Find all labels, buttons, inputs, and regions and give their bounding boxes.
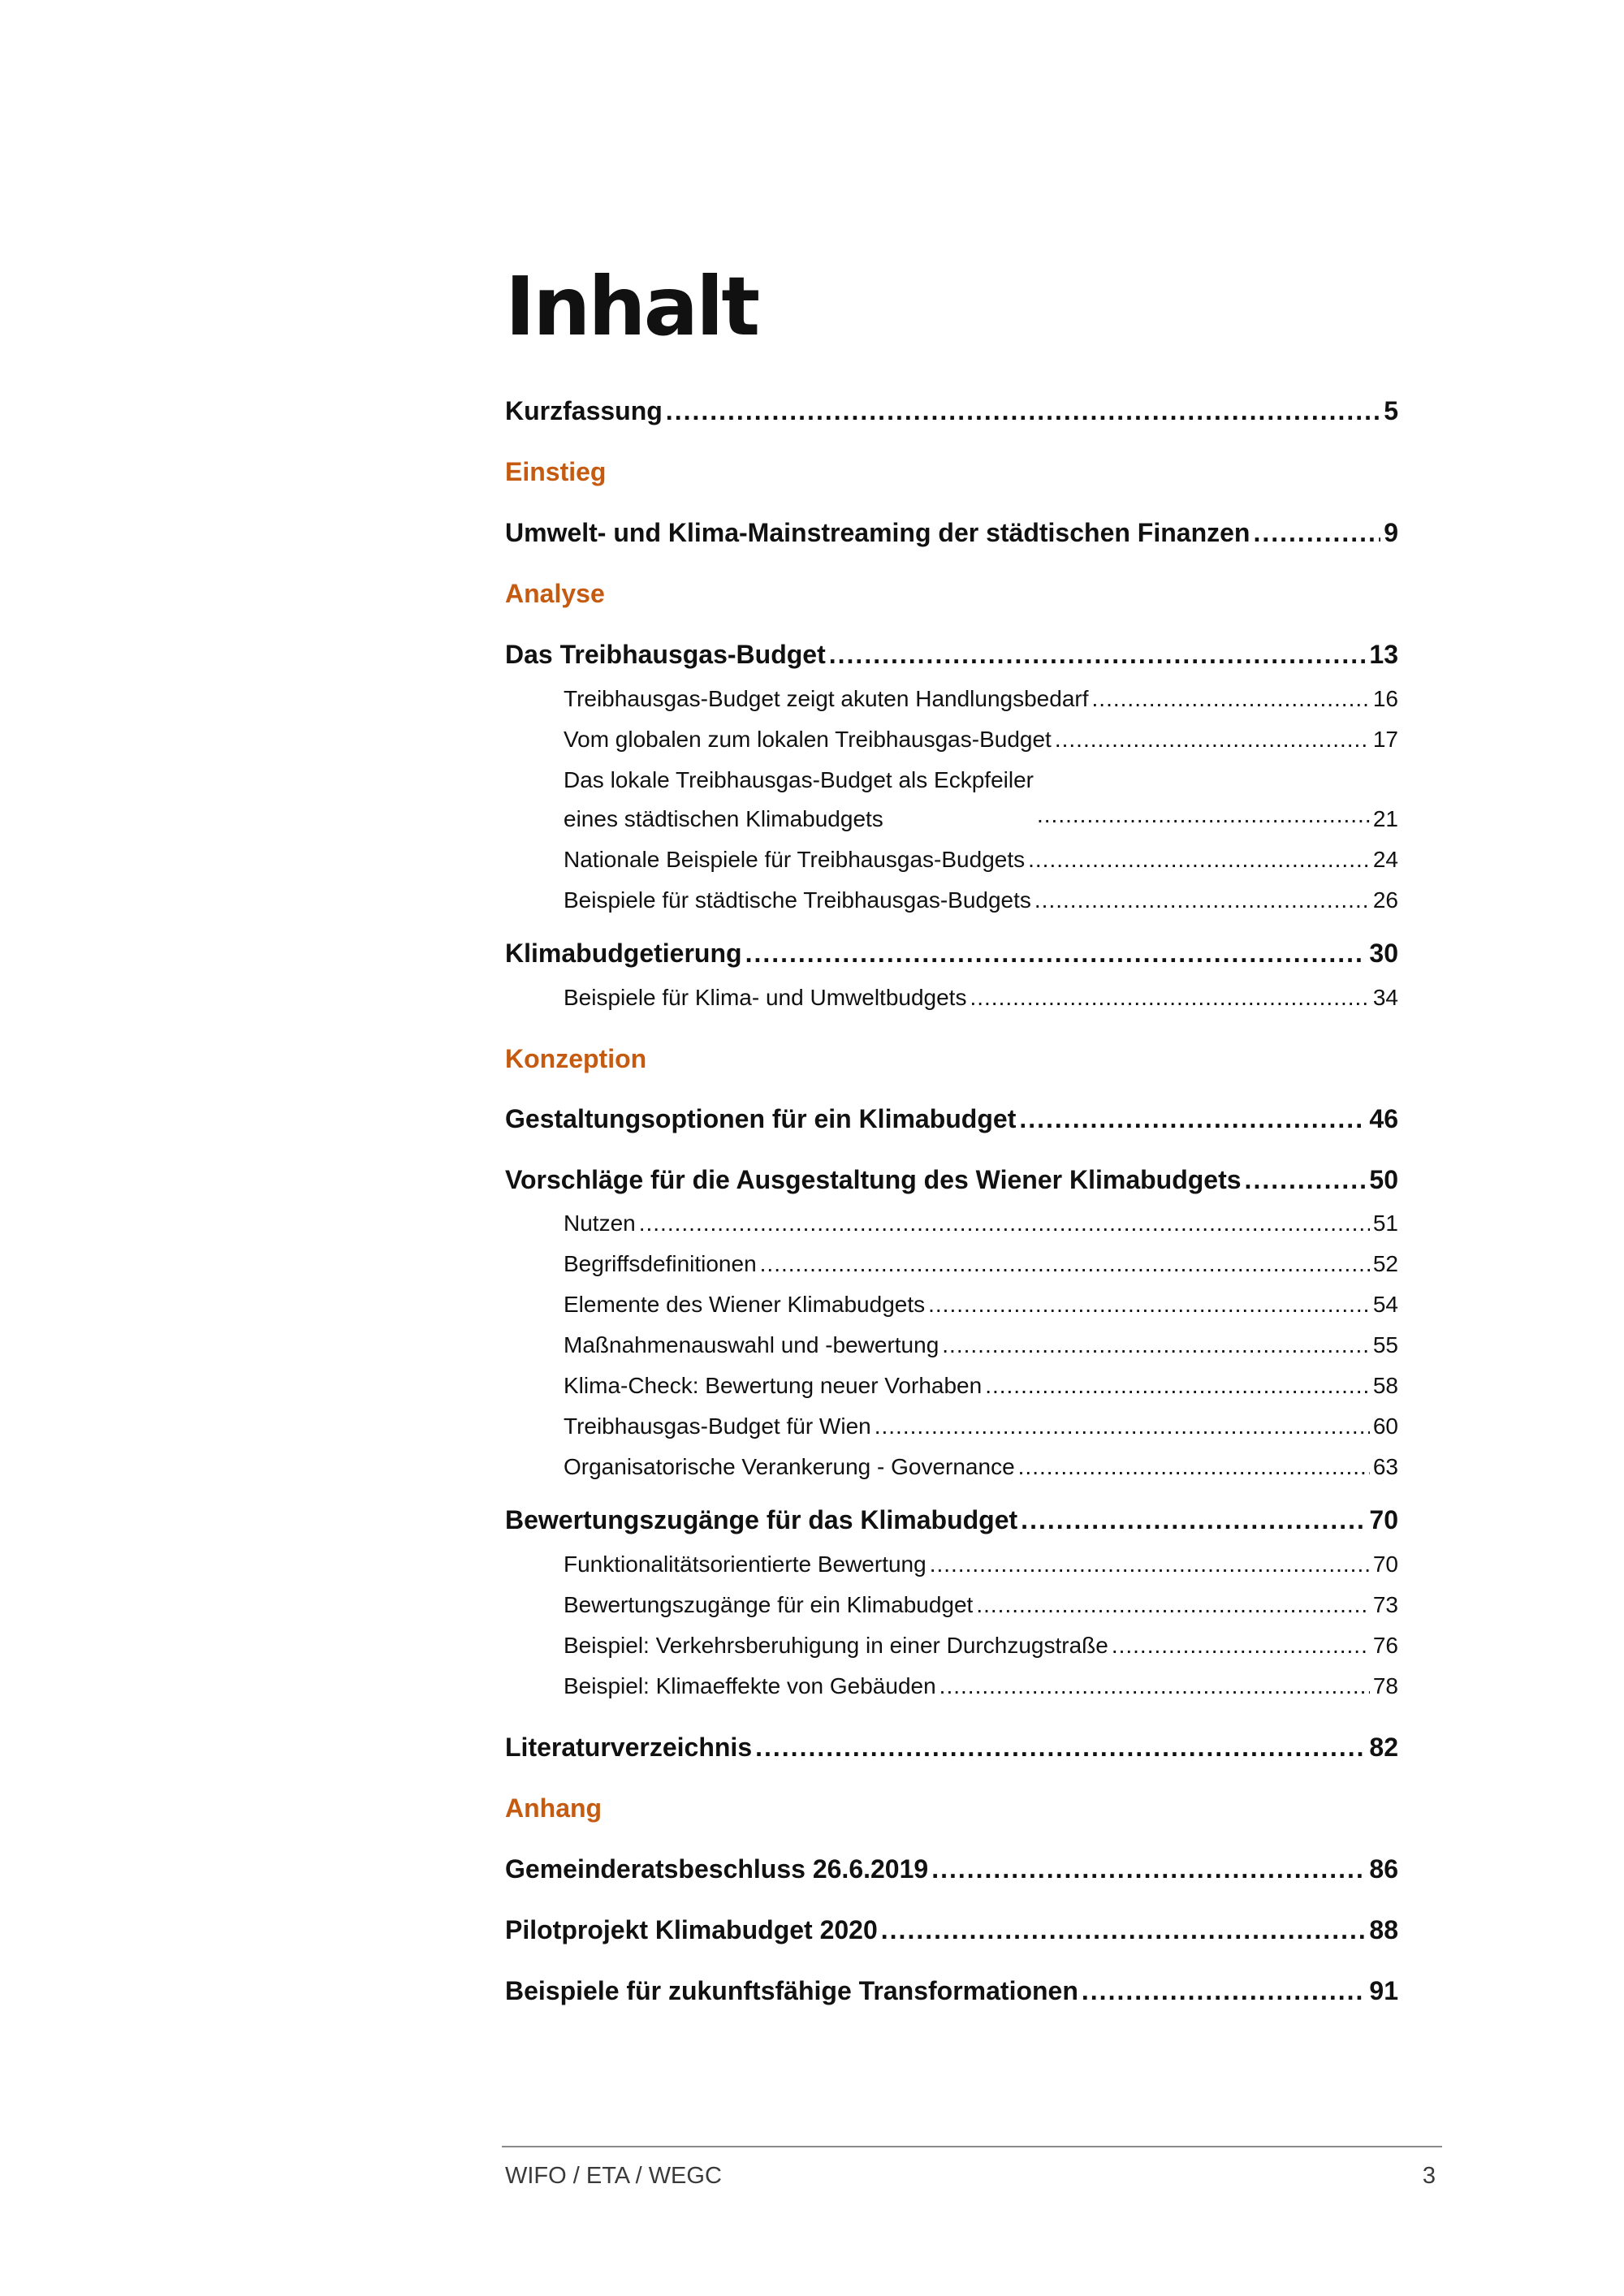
toc-leader-dots [928, 1288, 1370, 1321]
toc-leader-dots [1112, 1629, 1370, 1662]
page-title: Inhalt [505, 259, 758, 354]
toc-entry-label: Elemente des Wiener Klimabudgets [564, 1292, 926, 1317]
toc-page-number: 63 [1372, 1454, 1398, 1479]
toc-entry-literaturverzeichnis[interactable] [505, 1731, 1398, 1763]
toc-entry-label [564, 761, 1034, 839]
toc-leader-dots [1245, 1163, 1367, 1196]
toc-leader-dots [881, 1914, 1367, 1946]
toc-leader-dots [985, 1370, 1370, 1402]
toc-page-number: 70 [1369, 1505, 1398, 1534]
toc-leader-dots [639, 1207, 1370, 1240]
toc-leader-dots [829, 638, 1367, 671]
toc-entry-label: Klima-Check: Bewertung neuer Vorhaben [564, 1373, 983, 1398]
toc-entry-label: Literaturverzeichnis [505, 1733, 753, 1762]
toc-leader-dots [976, 1589, 1370, 1621]
toc-page-number: 88 [1369, 1915, 1398, 1944]
toc-page-number: 52 [1372, 1251, 1398, 1276]
toc-leader-dots [930, 1548, 1370, 1581]
toc-entry-label: Pilotprojekt Klimabudget 2020 [505, 1915, 878, 1944]
toc-page-number: 34 [1372, 985, 1398, 1010]
toc-subentry[interactable] [564, 1548, 1398, 1581]
toc-section-anhang: Anhang [505, 1793, 603, 1823]
toc-leader-dots [1021, 1504, 1366, 1536]
toc-entry-label: Bewertungszugänge für ein Klimabudget [564, 1592, 974, 1617]
toc-leader-dots [1037, 799, 1370, 831]
toc-entry-label: Treibhausgas-Budget zeigt akuten Handlungsbedarf [564, 686, 1089, 711]
toc-leader-dots [745, 937, 1367, 969]
toc-page-number: 73 [1372, 1592, 1398, 1617]
toc-entry-label: Gemeinderatsbeschluss 26.6.2019 [505, 1854, 929, 1884]
toc-entry-gestaltungsoptionen[interactable] [505, 1103, 1398, 1135]
toc-subentry[interactable] [564, 1629, 1398, 1662]
toc-page-number: 76 [1372, 1633, 1398, 1658]
toc-entry-label: Treibhausgas-Budget für Wien [564, 1413, 871, 1439]
toc-page-number: 17 [1372, 727, 1398, 752]
toc-leader-dots [942, 1329, 1370, 1362]
toc-entry-label: Umwelt- und Klima-Mainstreaming der städtischen Finanzen [505, 518, 1250, 547]
toc-subentry[interactable] [564, 761, 1398, 839]
toc-subentry[interactable] [564, 1451, 1398, 1483]
toc-subentry[interactable] [564, 683, 1398, 715]
toc-page-number: 30 [1369, 939, 1398, 968]
toc-section-analyse: Analyse [505, 579, 605, 608]
toc-leader-dots [1019, 1103, 1366, 1135]
toc-subentry[interactable] [564, 844, 1398, 876]
toc-entry-transformationen[interactable] [505, 1974, 1398, 2007]
toc-page-number: 54 [1372, 1292, 1398, 1317]
footer-page-number: 3 [1422, 2163, 1436, 2189]
toc-leader-dots [1092, 683, 1370, 715]
toc-entry-label: Klimabudgetierung [505, 939, 742, 968]
toc-entry-label: Vorschläge für die Ausgestaltung des Wiener Klimabudgets [505, 1165, 1242, 1194]
toc-page-number: 60 [1372, 1413, 1398, 1439]
toc-page-number: 13 [1369, 640, 1398, 669]
toc-section-konzeption: Konzeption [505, 1044, 647, 1073]
toc-entry-label: Nationale Beispiele für Treibhausgas-Budgets [564, 847, 1026, 872]
toc-subentry[interactable] [564, 1410, 1398, 1443]
toc-section-einstieg: Einstieg [505, 457, 607, 486]
toc-leader-dots [939, 1670, 1370, 1703]
toc-entry-label: Maßnahmenauswahl und -bewertung [564, 1332, 939, 1357]
toc-entry-label: Beispiele für Klima- und Umweltbudgets [564, 985, 967, 1010]
toc-entry-label: Bewertungszugänge für das Klimabudget [505, 1505, 1018, 1534]
toc-page-number: 24 [1372, 847, 1398, 872]
toc-leader-dots [1028, 844, 1370, 876]
toc-entry-label: Nutzen [564, 1211, 636, 1236]
toc-leader-dots [666, 395, 1380, 427]
footer-publisher: WIFO / ETA / WEGC [505, 2163, 722, 2189]
toc-leader-dots [1055, 723, 1370, 756]
toc-leader-dots [875, 1410, 1370, 1443]
toc-entry-label: Beispiel: Klimaeffekte von Gebäuden [564, 1673, 936, 1698]
toc-entry-label: Funktionalitätsorientierte Bewertung [564, 1552, 926, 1577]
toc-subentry[interactable] [564, 1670, 1398, 1703]
toc-subentry[interactable] [564, 884, 1398, 917]
toc-entry-label: Das Treibhausgas-Budget [505, 640, 826, 669]
toc-entry-kurzfassung[interactable] [505, 395, 1398, 427]
toc-page-number: 70 [1372, 1552, 1398, 1577]
toc-page-number: 91 [1369, 1976, 1398, 2005]
toc-page-number: 5 [1384, 396, 1398, 425]
toc-leader-dots [1034, 884, 1370, 917]
toc-leader-dots [1018, 1451, 1370, 1483]
toc-entry-bewertungszugaenge[interactable] [505, 1504, 1398, 1536]
toc-entry-label-line: eines städtischen Klimabudgets [564, 806, 883, 831]
toc-subentry[interactable] [564, 1370, 1398, 1402]
toc-page-number: 86 [1369, 1854, 1398, 1884]
toc-page-number: 26 [1372, 887, 1398, 913]
toc-entry-label: Kurzfassung [505, 396, 663, 425]
toc-subentry[interactable] [564, 1589, 1398, 1621]
toc-entry-label: Beispiele für zukunftsfähige Transformationen [505, 1976, 1078, 2005]
toc-leader-dots [931, 1853, 1366, 1885]
toc-page-number: 16 [1372, 686, 1398, 711]
toc-leader-dots [970, 982, 1369, 1014]
toc-page-number: 82 [1369, 1733, 1398, 1762]
toc-page-number: 9 [1384, 518, 1398, 547]
toc-subentry[interactable] [564, 982, 1398, 1014]
toc-page-number: 58 [1372, 1373, 1398, 1398]
toc-page-number: 55 [1372, 1332, 1398, 1357]
toc-entry-label: Gestaltungsoptionen für ein Klimabudget [505, 1104, 1017, 1133]
toc-entry-label: Begriffsdefinitionen [564, 1251, 757, 1276]
toc-entry-label: Beispiele für städtische Treibhausgas-Budgets [564, 887, 1031, 913]
toc-entry-label: Organisatorische Verankerung - Governance [564, 1454, 1015, 1479]
toc-entry-mainstreaming[interactable] [505, 516, 1398, 549]
footer-divider [502, 2146, 1442, 2147]
toc-page-number: 78 [1372, 1673, 1398, 1698]
toc-leader-dots [760, 1248, 1370, 1280]
toc-page-number: 51 [1372, 1211, 1398, 1236]
toc-entry-label: Beispiel: Verkehrsberuhigung in einer Durchzugstraße [564, 1633, 1108, 1658]
toc-entry-pilotprojekt[interactable] [505, 1914, 1398, 1946]
toc-subentry[interactable] [564, 1207, 1398, 1240]
toc-subentry[interactable] [564, 1288, 1398, 1321]
toc-leader-dots [1082, 1974, 1367, 2007]
toc-subentry[interactable] [564, 1329, 1398, 1362]
toc-entry-klimabudgetierung[interactable] [505, 937, 1398, 969]
toc-page-number: 50 [1369, 1165, 1398, 1194]
toc-leader-dots [1253, 516, 1380, 549]
toc-leader-dots [755, 1731, 1366, 1763]
toc-page-number: 21 [1372, 806, 1398, 831]
toc-subentry[interactable] [564, 1248, 1398, 1280]
toc-entry-gemeinderatsbeschluss[interactable] [505, 1853, 1398, 1885]
toc-entry-vorschlaege[interactable] [505, 1163, 1398, 1196]
toc-entry-label-line: Das lokale Treibhausgas-Budget als Eckpfeiler [564, 767, 1034, 792]
toc-page-number: 46 [1369, 1104, 1398, 1133]
toc-entry-treibhausgas-budget[interactable] [505, 638, 1398, 671]
toc-subentry[interactable] [564, 723, 1398, 756]
toc-entry-label: Vom globalen zum lokalen Treibhausgas-Budget [564, 727, 1052, 752]
